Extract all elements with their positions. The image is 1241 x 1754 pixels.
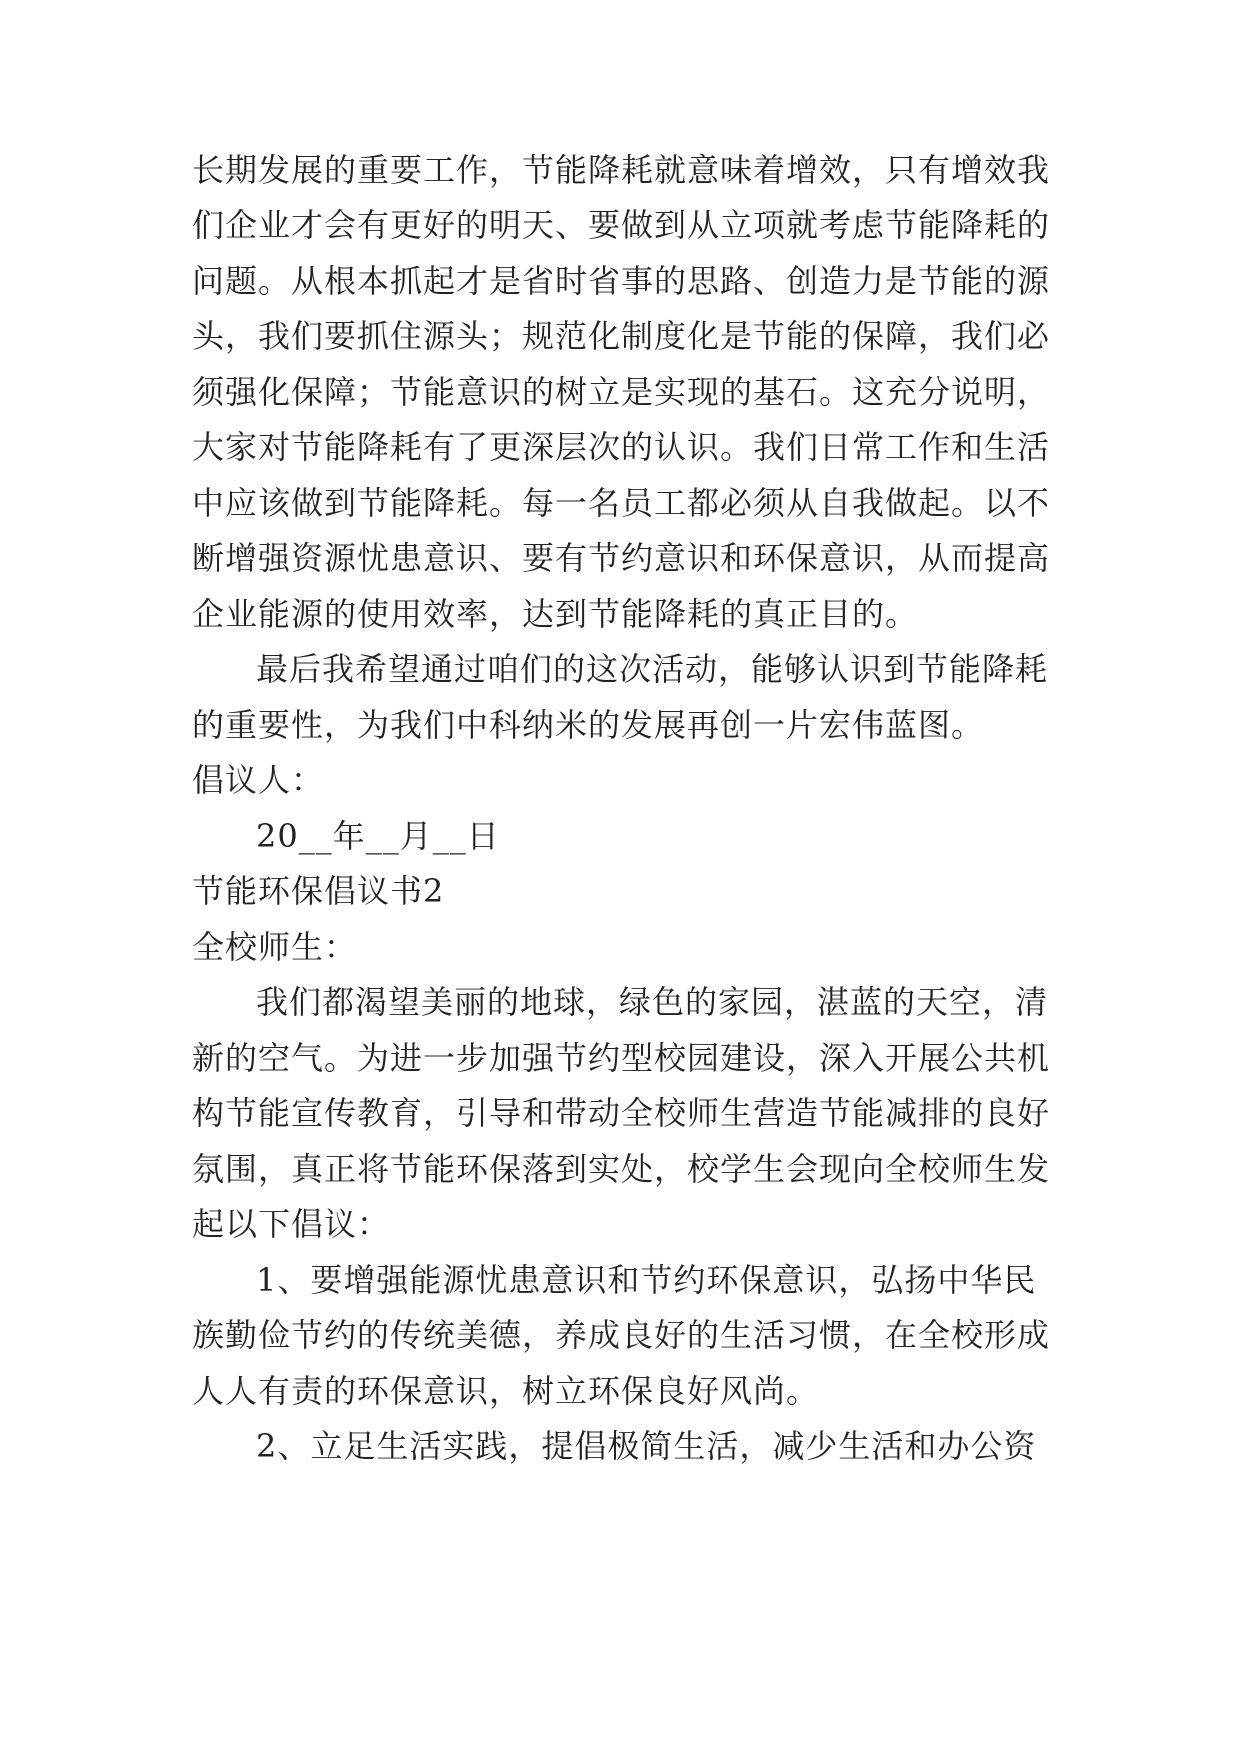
text-line: 中应该做到节能降耗。每一名员工都必须从自我做起。以不 [192,484,1051,522]
text-line: 构节能宣传教育，引导和带动全校师生营造节能减排的良好 [192,1094,1051,1132]
text-line: 头，我们要抓住源头；规范化制度化是节能的保障，我们必 [192,317,1051,355]
text-line: 企业能源的使用效率，达到节能降耗的真正目的。 [192,595,919,633]
paragraph-first-line: 最后我希望通过咱们的这次活动，能够认识到节能降耗 [256,650,1049,688]
date-line: 20__年__月__日 [256,817,500,855]
text-line: 大家对节能降耗有了更深层次的认识。我们日常工作和生活 [192,428,1051,466]
text-line: 族勤俭节约的传统美德，养成良好的生活习惯，在全校形成 [192,1316,1051,1354]
text-line: 断增强资源忧患意识、要有节约意识和环保意识，从而提高 [192,539,1051,577]
signature-label: 倡议人： [192,761,325,799]
list-item-2: 2、立足生活实践，提倡极简生活，减少生活和办公资 [256,1427,1037,1465]
text-line: 人人有责的环保意识，树立环保良好风尚。 [192,1372,820,1410]
text-line: 新的空气。为进一步加强节约型校园建设，深入开展公共机 [192,1039,1051,1077]
section-title: 节能环保倡议书2 [192,872,445,910]
text-line: 的重要性，为我们中科纳米的发展再创一片宏伟蓝图。 [192,706,985,744]
text-line: 须强化保障；节能意识的树立是实现的基石。这充分说明， [192,373,1051,411]
list-item-1: 1、要增强能源忧患意识和节约环保意识，弘扬中华民 [256,1261,1037,1299]
text-line: 问题。从根本抓起才是省时省事的思路、创造力是节能的源 [192,262,1051,300]
text-line: 长期发展的重要工作，节能降耗就意味着增效，只有增效我 [192,151,1051,189]
paragraph-first-line: 我们都渴望美丽的地球，绿色的家园，湛蓝的天空，清 [256,983,1049,1021]
text-line: 氛围，真正将节能环保落到实处，校学生会现向全校师生发 [192,1150,1051,1188]
text-line: 们企业才会有更好的明天、要做到从立项就考虑节能降耗的 [192,206,1051,244]
text-line: 起以下倡议： [192,1205,391,1243]
salutation: 全校师生： [192,928,358,966]
